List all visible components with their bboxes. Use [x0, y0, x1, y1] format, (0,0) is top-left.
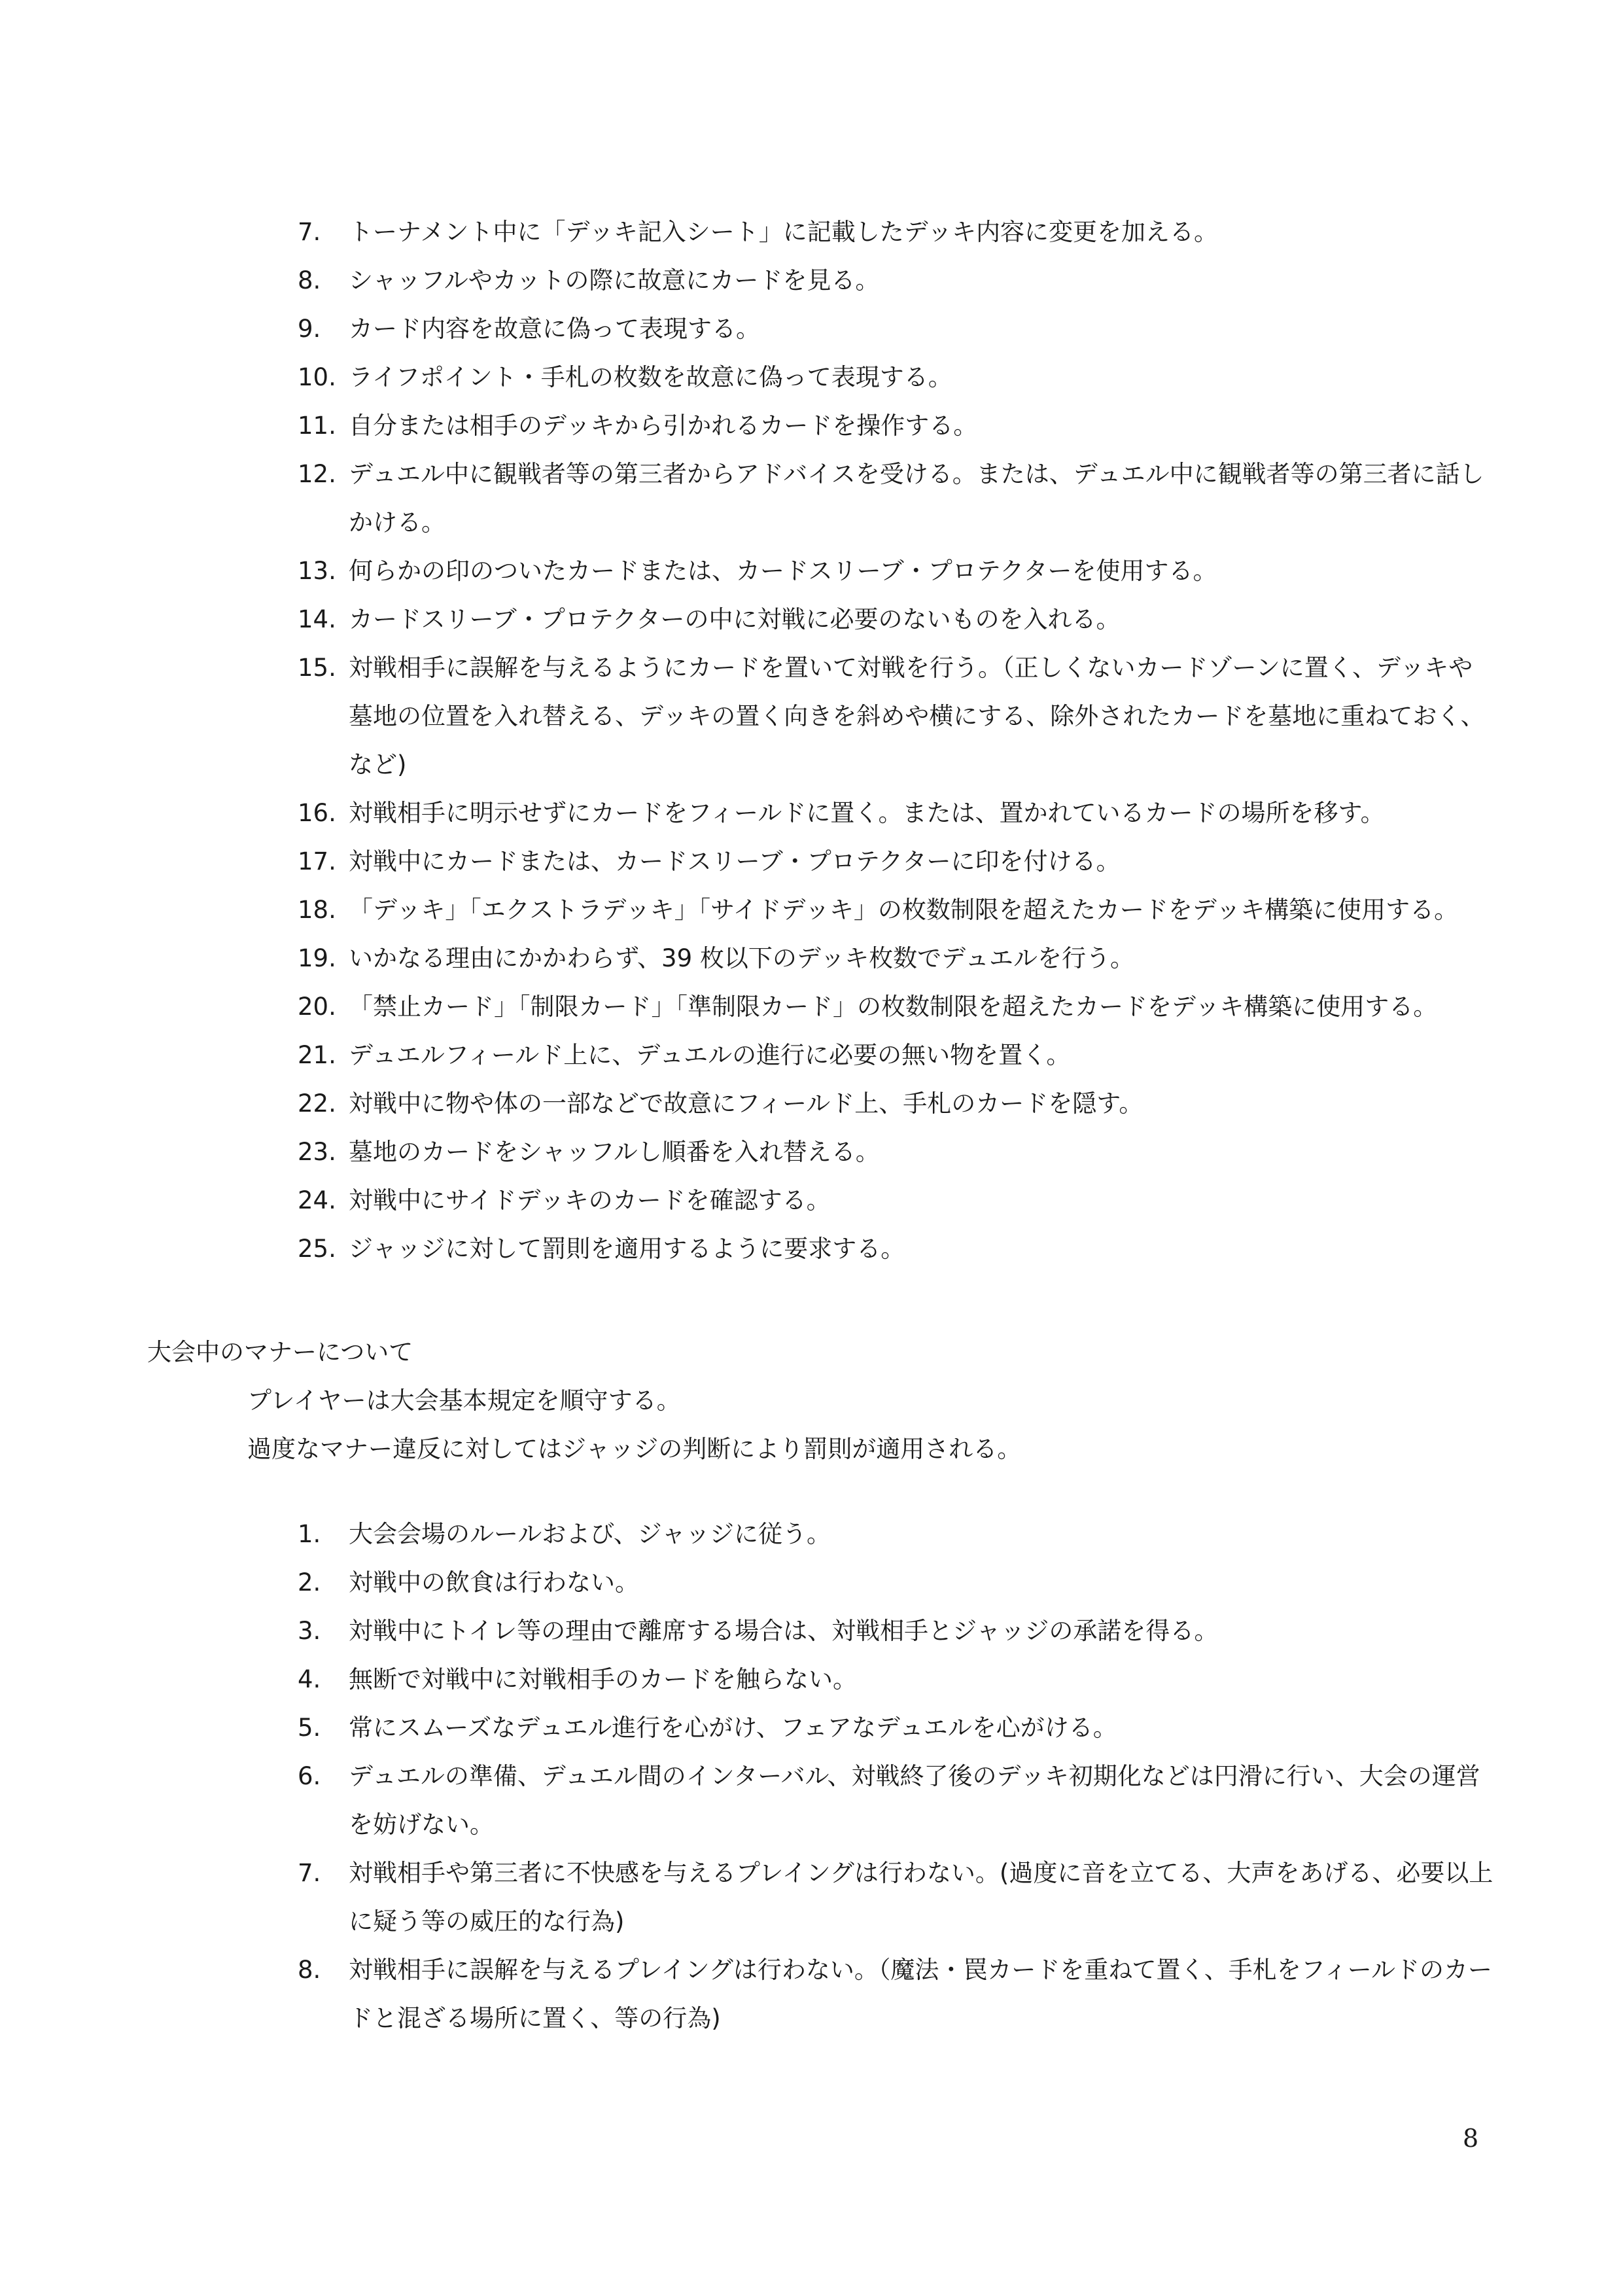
item-number: 8.: [298, 1956, 321, 1984]
manner-list: [298, 1510, 1495, 2043]
list-item: [298, 450, 1495, 547]
item-text: 対戦相手や第三者に不快感を与えるプレイングは行わない。(過度に音を立てる、大声をあげる、必要以上に疑う等の威圧的な行為): [349, 1859, 1493, 1935]
list-item: [298, 1655, 1495, 1704]
list-item: [298, 886, 1495, 934]
item-text: 自分または相手のデッキから引かれるカードを操作する。: [349, 412, 978, 440]
item-text: デュエル中に観戦者等の第三者からアドバイスを受ける。または、デュエル中に観戦者等の第三者に話しかける。: [349, 460, 1484, 537]
item-number: 8.: [298, 266, 321, 294]
item-number: 7.: [298, 218, 321, 246]
item-text: 無断で対戦中に対戦相手のカードを触らない。: [349, 1665, 857, 1693]
list-item: [298, 1225, 1495, 1273]
list-item: [298, 1849, 1495, 1946]
section-heading: 大会中のマナーについて: [147, 1338, 413, 1366]
item-text: カード内容を故意に偽って表現する。: [349, 315, 760, 343]
item-number: 14.: [298, 605, 336, 633]
item-text: ライフポイント・手札の枚数を故意に偽って表現する。: [349, 363, 952, 391]
item-number: 12.: [298, 460, 336, 488]
list-item: [298, 789, 1495, 838]
item-text: デュエルの準備、デュエル間のインターバル、対戦終了後のデッキ初期化などは円滑に行い、大会の運営を妨げない。: [349, 1762, 1480, 1839]
item-text: 何らかの印のついたカードまたは、カードスリーブ・プロテクターを使用する。: [349, 557, 1217, 585]
list-item: [298, 402, 1495, 450]
item-number: 7.: [298, 1859, 321, 1887]
item-text: 対戦中にカードまたは、カードスリーブ・プロテクターに印を付ける。: [349, 847, 1121, 875]
list-item: [298, 1510, 1495, 1559]
violation-list: [298, 208, 1495, 1273]
list-item: [298, 838, 1495, 886]
list-item: [298, 1128, 1495, 1176]
list-item: [298, 1752, 1495, 1849]
list-item: [298, 983, 1495, 1031]
item-number: 2.: [298, 1568, 321, 1597]
item-text: 「禁止カード」「制限カード」「準制限カード」の枚数制限を超えたカードをデッキ構築に使用する。: [349, 993, 1438, 1021]
item-text: 対戦相手に誤解を与えるようにカードを置いて対戦を行う。（正しくないカードゾーンに置く、デッキや墓地の位置を入れ替える、デッキの置く向きを斜めや横にする、除外されたカードを墓地に重ねておく、など): [349, 654, 1485, 779]
item-text: 対戦中の飲食は行わない。: [349, 1568, 639, 1597]
list-item: [298, 353, 1495, 402]
item-number: 15.: [298, 654, 336, 682]
item-number: 17.: [298, 847, 336, 875]
item-text: 墓地のカードをシャッフルし順番を入れ替える。: [349, 1138, 880, 1166]
item-number: 23.: [298, 1138, 336, 1166]
list-item: [298, 644, 1495, 789]
item-number: 19.: [298, 944, 336, 972]
item-text: デュエルフィールド上に、デュエルの進行に必要の無い物を置く。: [349, 1041, 1071, 1069]
list-item: [298, 595, 1495, 644]
item-number: 22.: [298, 1089, 336, 1118]
item-text: 対戦中にトイレ等の理由で離席する場合は、対戦相手とジャッジの承諾を得る。: [349, 1617, 1219, 1645]
list-item: [298, 1080, 1495, 1128]
list-item: [298, 305, 1495, 353]
item-text: 対戦相手に明示せずにカードをフィールドに置く。または、置かれているカードの場所を移す。: [349, 799, 1385, 827]
item-text: カードスリーブ・プロテクターの中に対戦に必要のないものを入れる。: [349, 605, 1121, 633]
item-text: いかなる理由にかかわらず、39 枚以下のデッキ枚数でデュエルを行う。: [349, 944, 1135, 972]
item-text: 対戦相手に誤解を与えるプレイングは行わない。（魔法・罠カードを重ねて置く、手札をフィールドのカードと混ざる場所に置く、等の行為): [349, 1956, 1493, 2032]
list-item: [298, 1176, 1495, 1225]
list-item: [298, 1946, 1495, 2043]
list-item: [298, 1704, 1495, 1752]
list-item: [298, 1559, 1495, 1607]
item-number: 4.: [298, 1665, 321, 1693]
item-number: 20.: [298, 993, 336, 1021]
item-text: ジャッジに対して罰則を適用するように要求する。: [349, 1235, 905, 1263]
item-text: 対戦中に物や体の一部などで故意にフィールド上、手札のカードを隠す。: [349, 1089, 1143, 1118]
intro-paragraph: 過度なマナー違反に対してはジャッジの判断により罰則が適用される。: [247, 1435, 1022, 1463]
list-item: [298, 256, 1495, 305]
list-item: [298, 1607, 1495, 1655]
page-number: 8: [1463, 2124, 1479, 2153]
item-number: 18.: [298, 896, 336, 924]
intro-paragraph: プレイヤーは大会基本規定を順守する。: [247, 1386, 681, 1415]
item-number: 24.: [298, 1186, 336, 1214]
item-number: 21.: [298, 1041, 336, 1069]
list-item: [298, 934, 1495, 983]
list-item: [298, 547, 1495, 595]
item-number: 16.: [298, 799, 336, 827]
item-text: 対戦中にサイドデッキのカードを確認する。: [349, 1186, 831, 1214]
item-number: 6.: [298, 1762, 321, 1790]
item-text: 常にスムーズなデュエル進行を心がけ、フェアなデュエルを心がける。: [349, 1714, 1117, 1742]
item-text: 「デッキ」「エクストラデッキ」「サイドデッキ」の枚数制限を超えたカードをデッキ構築に使用する。: [349, 896, 1459, 924]
item-number: 13.: [298, 557, 336, 585]
item-number: 9.: [298, 315, 321, 343]
item-number: 5.: [298, 1714, 321, 1742]
item-number: 3.: [298, 1617, 321, 1645]
list-item: [298, 208, 1495, 256]
item-number: 10.: [298, 363, 336, 391]
item-text: 大会会場のルールおよび、ジャッジに従う。: [349, 1520, 831, 1548]
item-number: 11.: [298, 412, 336, 440]
item-text: トーナメント中に「デッキ記入シート」に記載したデッキ内容に変更を加える。: [349, 218, 1219, 246]
list-item: [298, 1031, 1495, 1080]
item-number: 1.: [298, 1520, 321, 1548]
item-text: シャッフルやカットの際に故意にカードを見る。: [349, 266, 880, 294]
item-number: 25.: [298, 1235, 336, 1263]
